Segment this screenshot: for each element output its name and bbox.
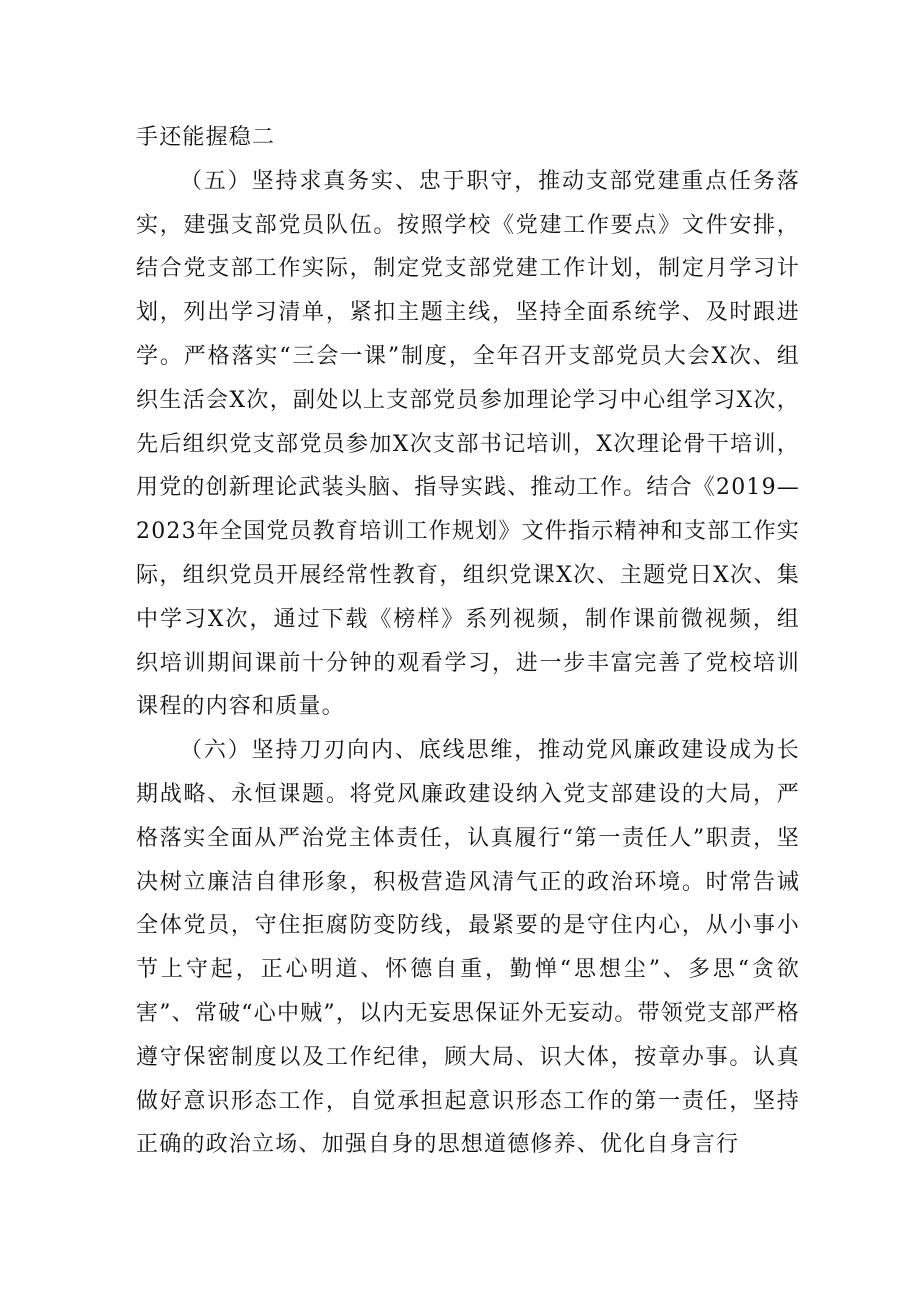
paragraph-continuation: 手还能握稳二 xyxy=(136,125,276,150)
document-body xyxy=(136,116,800,1167)
paragraph-section-five: （五）坚持求真务实、忠于职守，推动支部党建重点任务落实，建强支部党员队伍。按照学校《党建工作要点》文件安排，结合党支部工作实际，制定党支部党建工作计划，制定月学习计划，列出学习清单，紧扣主题主线，坚持全面系统学、及时跟进学。严格落实“三会一课”制度，全年召开支部党员大会X次、组织生活会X次，副处以上支部党员参加理论学习中心组学习X次，先后组织党支部党员参加X次支部书记培训，X次理论骨干培训，用党的创新理论武装头脑、指导实践、推动工作。结合《2019—2023年全国党员教育培训工作规划》文件指示精神和支部工作实际，组织党员开展经常性教育，组织党课X次、主题党日X次、集中学习X次，通过下载《榜样》系列视频，制作课前微视频，组织培训期间课前十分钟的观看学习，进一步丰富完善了党校培训课程的内容和质量。 xyxy=(136,168,800,720)
paragraph-section-six: （六）坚持刀刃向内、底线思维，推动党风廉政建设成为长期战略、永恒课题。将党风廉政建设纳入党支部建设的大局，严格落实全面从严治党主体责任，认真履行“第一责任人”职责，坚决树立廉洁自律形象，积极营造风清气正的政治环境。时常告诫全体党员，守住拒腐防变防线，最紧要的是守住内心，从小事小节上守起，正心明道、怀德自重，勤惮“思想尘”、多思“贪欲害”、常破“心中贼”，以内无妄思保证外无妄动。带领党支部严格遵守保密制度以及工作纪律，顾大局、识大体，按章办事。认真做好意识形态工作，自觉承担起意识形态工作的第一责任，坚持正确的政治立场、加强自身的思想道德修养、优化自身言行 xyxy=(136,738,800,1158)
